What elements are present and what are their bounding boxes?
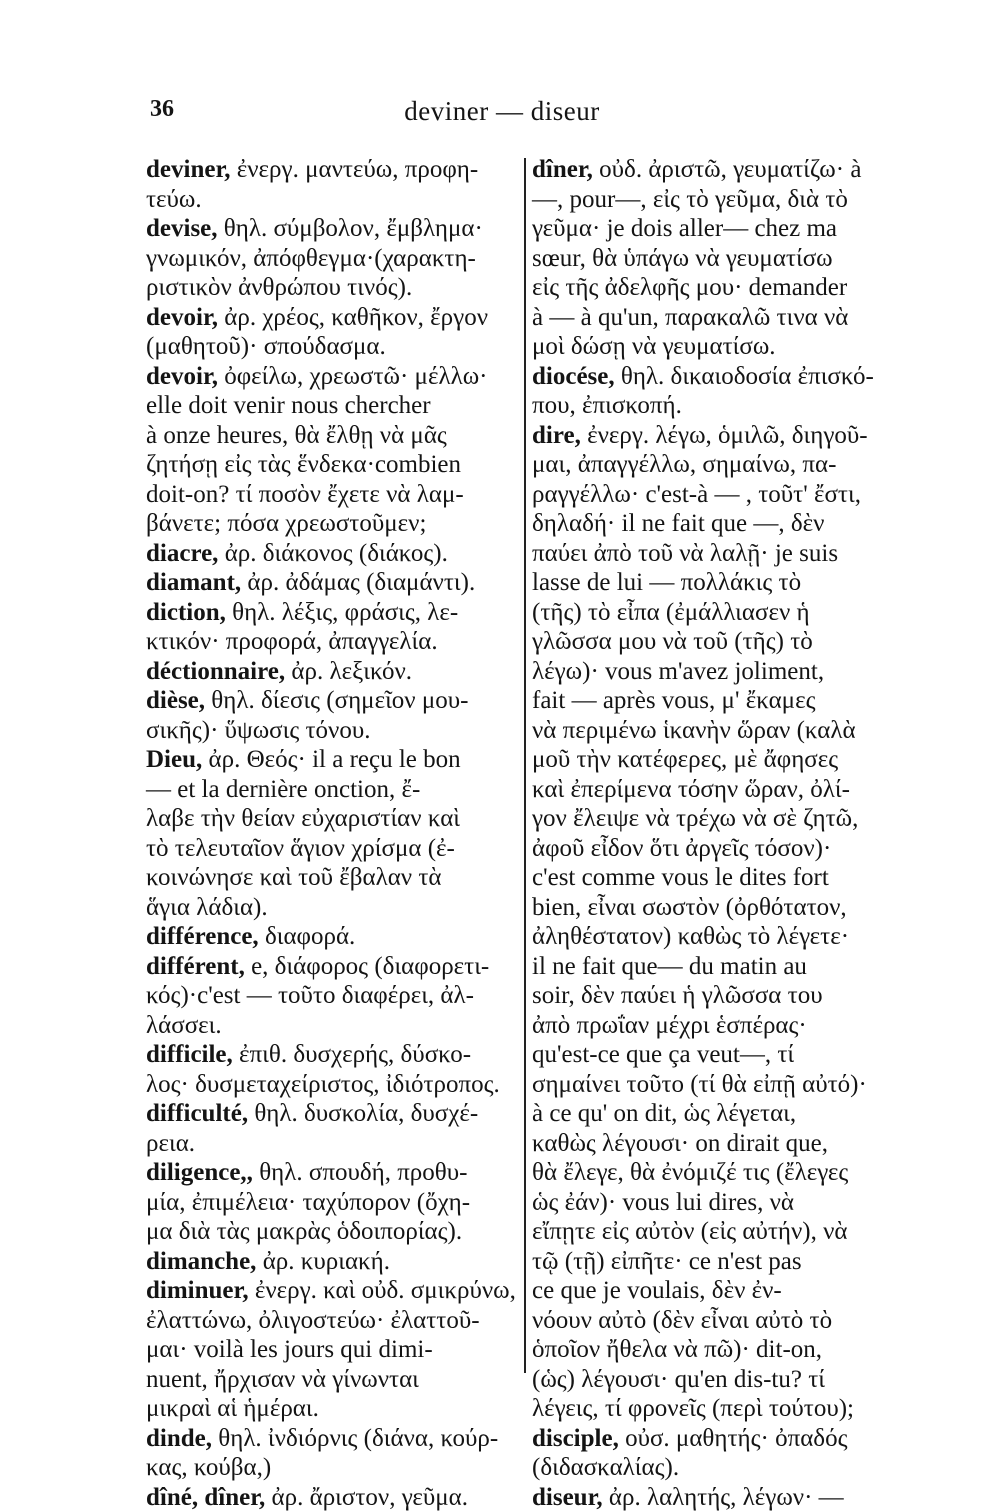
entry-text: λος· δυσμεταχείριστος, ἰδιότροπος. xyxy=(146,1071,500,1098)
entry-text: ραγγέλλω· c'est-à — , τοῦτ' ἔστι, xyxy=(532,481,861,508)
dictionary-line xyxy=(146,863,518,893)
entry-text: θηλ. σπουδή, προθυ- xyxy=(253,1159,468,1186)
entry-text: lasse de lui — πολλάκις τὸ xyxy=(532,569,801,596)
entry-text: καθὼς λέγουσι· on dirait que, xyxy=(532,1130,828,1157)
dictionary-line xyxy=(146,1099,518,1129)
headword: dimanche, xyxy=(146,1248,256,1275)
dictionary-line xyxy=(532,1365,912,1395)
dictionary-line xyxy=(146,716,518,746)
entry-text: ἀφοῦ εἶδον ὅτι ἀργεῖς τόσον)· xyxy=(532,835,831,862)
entry-text: σικῆς)· ὕψωσις τόνου. xyxy=(146,717,371,744)
entry-text: ἀρ. ἄριστον, γεῦμα. xyxy=(265,1484,468,1511)
dictionary-line xyxy=(146,598,518,628)
dictionary-line xyxy=(532,1247,912,1277)
entry-text: — et la dernière onction, ἔ- xyxy=(146,776,420,803)
entry-text: θηλ. ἰνδιόρνις (διάνα, κούρ- xyxy=(212,1425,498,1452)
entry-text: μικραὶ αἱ ἡμέραι. xyxy=(146,1395,319,1422)
entry-text: θηλ. δυσκολία, δυσχέ- xyxy=(248,1100,478,1127)
entry-text: nuent, ἤρχισαν νὰ γίνωνται xyxy=(146,1366,419,1393)
entry-text: ἀρ. κυριακή. xyxy=(256,1248,390,1275)
dictionary-line xyxy=(532,1453,912,1483)
entry-text: εἴπῃτε εἰς αὐτὸν (εἰς αὐτήν), νὰ xyxy=(532,1218,848,1245)
entry-text: θηλ. δικαιοδοσία ἐπισκό- xyxy=(615,363,874,390)
dictionary-line xyxy=(532,539,912,569)
entry-text: γνωμικόν, ἀπόφθεγμα·(χαρακτη- xyxy=(146,245,476,272)
dictionary-line xyxy=(532,981,912,1011)
entry-text: qu'est-ce que ça veut—, τί xyxy=(532,1041,794,1068)
dictionary-line xyxy=(146,1070,518,1100)
entry-text: δηλαδή· il ne fait que —, δὲν xyxy=(532,510,824,537)
headword: deviner, xyxy=(146,156,231,183)
entry-text: c'est comme vous le dites fort xyxy=(532,864,829,891)
dictionary-line xyxy=(146,627,518,657)
entry-text: ἀρ. Θεός· il a reçu le bon xyxy=(202,746,460,773)
dictionary-line xyxy=(532,509,912,539)
dictionary-line xyxy=(146,1424,518,1454)
dictionary-line xyxy=(532,214,912,244)
dictionary-line xyxy=(146,1247,518,1277)
dictionary-line xyxy=(532,185,912,215)
dictionary-line xyxy=(532,1040,912,1070)
entry-text: κοινώνησε καὶ τοῦ ἔβαλαν τὰ xyxy=(146,864,442,891)
entry-text: (ὡς) λέγουσι· qu'en dis-tu? τί xyxy=(532,1366,825,1393)
dictionary-line xyxy=(532,1011,912,1041)
entry-text: à ce qu' on dit, ὡς λέγεται, xyxy=(532,1100,796,1127)
dictionary-line xyxy=(532,568,912,598)
entry-text: εἰς τῆς ἀδελφῆς μου· demander xyxy=(532,274,847,301)
dictionary-line xyxy=(532,1424,912,1454)
headword: déctionnaire, xyxy=(146,658,285,685)
dictionary-line xyxy=(532,1483,912,1512)
dictionary-line xyxy=(532,834,912,864)
entry-text: σημαίνει τοῦτο (τί θὰ εἰπῇ αὐτό)· xyxy=(532,1071,867,1098)
dictionary-line xyxy=(146,1217,518,1247)
entry-text: ζητήσῃ εἰς τὰς ἕνδεκα·combien xyxy=(146,451,461,478)
headword: disciple, xyxy=(532,1425,619,1452)
dictionary-line xyxy=(146,568,518,598)
dictionary-line xyxy=(532,716,912,746)
entry-text: ἀρ. λαλητής, λέγων· — xyxy=(603,1484,844,1511)
entry-text: e, διάφορος (διαφορετι- xyxy=(245,953,489,980)
dictionary-line xyxy=(532,745,912,775)
entry-text: νόουν αὐτὸ (δὲν εἶναι αὐτὸ τὸ xyxy=(532,1307,832,1334)
headword: devoir, xyxy=(146,363,218,390)
entry-text: (τῆς) τὸ εἶπα (ἐμάλλιασεν ἡ xyxy=(532,599,810,626)
dictionary-line xyxy=(532,1129,912,1159)
dictionary-line xyxy=(532,1335,912,1365)
dictionary-line xyxy=(146,1394,518,1424)
dictionary-line xyxy=(146,155,518,185)
headword: diligence,, xyxy=(146,1159,253,1186)
dictionary-line xyxy=(146,1011,518,1041)
entry-text: διαφορά. xyxy=(259,923,356,950)
entry-text: ρεια. xyxy=(146,1130,195,1157)
dictionary-line xyxy=(146,657,518,687)
dictionary-line xyxy=(146,981,518,1011)
headword: difficulté, xyxy=(146,1100,248,1127)
entry-text: ἐλαττώνω, ὀλιγοστεύω· ἐλαττοῦ- xyxy=(146,1307,480,1334)
headword: dîné, dîner, xyxy=(146,1484,265,1511)
dictionary-line xyxy=(532,303,912,333)
dictionary-line xyxy=(146,1306,518,1336)
entry-text: à — à qu'un, παρακαλῶ τινα νὰ xyxy=(532,304,848,331)
entry-text: ὀφείλω, χρεωστῶ· μέλλω· xyxy=(218,363,487,390)
entry-text: λάσσει. xyxy=(146,1012,222,1039)
headword: dinde, xyxy=(146,1425,212,1452)
entry-text: θηλ. λέξις, φράσις, λε- xyxy=(226,599,458,626)
entry-text: ἀπὸ πρωΐαν μέχρι ἑσπέρας· xyxy=(532,1012,807,1039)
entry-text: γλῶσσα μου νὰ τοῦ (τῆς) τὸ xyxy=(532,628,813,655)
entry-text: ὡς ἐάν)· vous lui dires, νὰ xyxy=(532,1189,794,1216)
dictionary-line xyxy=(146,332,518,362)
entry-text: παύει ἀπὸ τοῦ νὰ λαλῇ· je suis xyxy=(532,540,838,567)
entry-text: μαι· voilà les jours qui dimi- xyxy=(146,1336,433,1363)
headword: dièse, xyxy=(146,687,205,714)
running-head: deviner — diseur xyxy=(0,96,1004,127)
entry-text: που, ἐπισκοπή. xyxy=(532,392,682,419)
entry-text: οὐσ. μαθητής· ὀπαδός xyxy=(619,1425,848,1452)
page-number: 36 xyxy=(150,96,174,123)
dictionary-line xyxy=(532,421,912,451)
headword: diocése, xyxy=(532,363,615,390)
dictionary-line xyxy=(146,391,518,421)
dictionary-line xyxy=(532,804,912,834)
dictionary-line xyxy=(146,745,518,775)
headword: différent, xyxy=(146,953,245,980)
entry-text: λαβε τὴν θείαν εὐχαριστίαν καὶ xyxy=(146,805,460,832)
headword: difficile, xyxy=(146,1041,233,1068)
headword: dire, xyxy=(532,422,581,449)
dictionary-line xyxy=(532,155,912,185)
entry-text: ἀρ. λεξικόν. xyxy=(285,658,412,685)
dictionary-line xyxy=(146,1040,518,1070)
entry-text: λέγω)· vous m'avez joliment, xyxy=(532,658,824,685)
headword: devise, xyxy=(146,215,218,242)
dictionary-line xyxy=(146,1483,518,1512)
entry-text: bien, εἶναι σωστὸν (ὀρθότατον, xyxy=(532,894,847,921)
entry-text: θηλ. σύμβολον, ἔμβλημα· xyxy=(218,215,483,242)
entry-text: (διδασκαλίας). xyxy=(532,1454,679,1481)
dictionary-line xyxy=(532,450,912,480)
dictionary-line xyxy=(146,1365,518,1395)
left-column xyxy=(146,155,518,1512)
headword: diseur, xyxy=(532,1484,603,1511)
dictionary-line xyxy=(146,834,518,864)
entry-text: οὐδ. ἀριστῶ, γευματίζω· à xyxy=(593,156,862,183)
entry-text: μα διὰ τὰς μακρὰς ὁδοιπορίας). xyxy=(146,1218,462,1245)
entry-text: à onze heures, θὰ ἔλθῃ νὰ μᾶς xyxy=(146,422,447,449)
entry-text: νὰ περιμένω ἱκανὴν ὥραν (καλὰ xyxy=(532,717,856,744)
dictionary-line xyxy=(532,627,912,657)
headword: diamant, xyxy=(146,569,241,596)
entry-text: (μαθητοῦ)· σπούδασμα. xyxy=(146,333,386,360)
dictionary-line xyxy=(532,391,912,421)
dictionary-line xyxy=(532,273,912,303)
dictionary-line xyxy=(532,863,912,893)
dictionary-line xyxy=(146,1129,518,1159)
dictionary-line xyxy=(146,922,518,952)
entry-text: ἀληθέστατον) καθὼς τὸ λέγετε· xyxy=(532,923,849,950)
entry-text: ἀρ. ἀδάμας (διαμάντι). xyxy=(241,569,475,596)
entry-text: ἀρ. χρέος, καθῆκον, ἔργον xyxy=(218,304,488,331)
dictionary-line xyxy=(146,362,518,392)
entry-text: ἐνεργ. καὶ οὐδ. σμικρύνω, xyxy=(249,1277,516,1304)
column-divider xyxy=(524,158,526,1373)
entry-text: τὸ τελευταῖον ἅγιον χρίσμα (ἐ- xyxy=(146,835,455,862)
entry-text: ἐπιθ. δυσχερής, δύσκο- xyxy=(233,1041,471,1068)
dictionary-line xyxy=(146,303,518,333)
dictionary-line xyxy=(146,775,518,805)
headword: diction, xyxy=(146,599,226,626)
dictionary-line xyxy=(146,1276,518,1306)
dictionary-line xyxy=(532,1188,912,1218)
entry-text: —, pour—, εἰς τὸ γεῦμα, διὰ τὸ xyxy=(532,186,848,213)
entry-text: καὶ ἐπερίμενα τόσην ὥραν, ὀλί- xyxy=(532,776,850,803)
entry-text: ἐνεργ. μαντεύω, προφη- xyxy=(231,156,479,183)
dictionary-line xyxy=(146,1188,518,1218)
entry-text: sœur, θὰ ὑπάγω νὰ γευματίσω xyxy=(532,245,833,272)
headword: diminuer, xyxy=(146,1277,249,1304)
entry-text: θηλ. δίεσις (σημεῖον μου- xyxy=(205,687,468,714)
dictionary-line xyxy=(532,1306,912,1336)
entry-text: fait — après vous, μ' ἔκαμες xyxy=(532,687,815,714)
entry-text: ὁποῖον ἤθελα νὰ πῶ)· dit-on, xyxy=(532,1336,822,1363)
entry-text: ἀρ. διάκονος (διάκος). xyxy=(218,540,447,567)
entry-text: ἐνεργ. λέγω, ὁμιλῶ, διηγοῦ- xyxy=(581,422,868,449)
dictionary-line xyxy=(146,804,518,834)
dictionary-line xyxy=(532,1099,912,1129)
dictionary-line xyxy=(532,922,912,952)
dictionary-line xyxy=(532,1394,912,1424)
dictionary-line xyxy=(532,1217,912,1247)
entry-text: βάνετε; πόσα χρεωστοῦμεν; xyxy=(146,510,426,537)
right-column xyxy=(532,155,912,1512)
dictionary-line xyxy=(532,244,912,274)
entry-text: ἅγια λάδια). xyxy=(146,894,268,921)
dictionary-line xyxy=(146,893,518,923)
dictionary-line xyxy=(146,1335,518,1365)
entry-text: ριστικὸν ἀνθρώπου τινός). xyxy=(146,274,412,301)
dictionary-line xyxy=(532,362,912,392)
dictionary-line xyxy=(146,509,518,539)
entry-text: κτικόν· προφορά, ἀπαγγελία. xyxy=(146,628,438,655)
dictionary-line xyxy=(532,480,912,510)
entry-text: doit-on? τί ποσὸν ἔχετε νὰ λαμ- xyxy=(146,481,464,508)
headword: Dieu, xyxy=(146,746,202,773)
dictionary-line xyxy=(532,1070,912,1100)
dictionary-line xyxy=(146,1453,518,1483)
dictionary-line xyxy=(146,1158,518,1188)
entry-text: τεύω. xyxy=(146,186,202,213)
entry-text: κός)·c'est — τοῦτο διαφέρει, ἀλ- xyxy=(146,982,474,1009)
dictionary-line xyxy=(532,598,912,628)
dictionary-line xyxy=(532,1158,912,1188)
entry-text: elle doit venir nous chercher xyxy=(146,392,431,419)
entry-text: κας, κούβα,) xyxy=(146,1454,271,1481)
entry-text: il ne fait que— du matin au xyxy=(532,953,807,980)
entry-text: μαι, ἀπαγγέλλω, σημαίνω, πα- xyxy=(532,451,836,478)
headword: différence, xyxy=(146,923,259,950)
dictionary-line xyxy=(146,185,518,215)
entry-text: μία, ἐπιμέλεια· ταχύπορον (ὄχη- xyxy=(146,1189,470,1216)
dictionary-line xyxy=(532,1276,912,1306)
entry-text: μοῦ τὴν κατέφερες, μὲ ἄφησες xyxy=(532,746,838,773)
dictionary-line xyxy=(146,244,518,274)
entry-text: γεῦμα· je dois aller— chez ma xyxy=(532,215,837,242)
dictionary-line xyxy=(146,214,518,244)
dictionary-line xyxy=(146,421,518,451)
headword: dîner, xyxy=(532,156,593,183)
entry-text: soir, δὲν παύει ἡ γλῶσσα του xyxy=(532,982,823,1009)
dictionary-line xyxy=(532,893,912,923)
headword: devoir, xyxy=(146,304,218,331)
entry-text: γον ἔλειψε νὰ τρέχω νὰ σὲ ζητῶ, xyxy=(532,805,858,832)
entry-text: τῷ (τῇ) εἰπῆτε· ce n'est pas xyxy=(532,1248,802,1275)
dictionary-line xyxy=(146,686,518,716)
entry-text: λέγεις, τί φρονεῖς (περὶ τούτου); xyxy=(532,1395,854,1422)
entry-text: θὰ ἔλεγε, θὰ ἐνόμιζέ τις (ἔλεγες xyxy=(532,1159,848,1186)
dictionary-line xyxy=(532,657,912,687)
dictionary-line xyxy=(146,273,518,303)
dictionary-line xyxy=(532,686,912,716)
dictionary-line xyxy=(146,952,518,982)
headword: diacre, xyxy=(146,540,218,567)
dictionary-line xyxy=(532,332,912,362)
dictionary-line xyxy=(146,539,518,569)
entry-text: ce que je voulais, δὲν ἐν- xyxy=(532,1277,782,1304)
dictionary-line xyxy=(532,775,912,805)
dictionary-line xyxy=(146,480,518,510)
dictionary-line xyxy=(532,952,912,982)
entry-text: μοὶ δώσῃ νὰ γευματίσω. xyxy=(532,333,776,360)
dictionary-line xyxy=(146,450,518,480)
